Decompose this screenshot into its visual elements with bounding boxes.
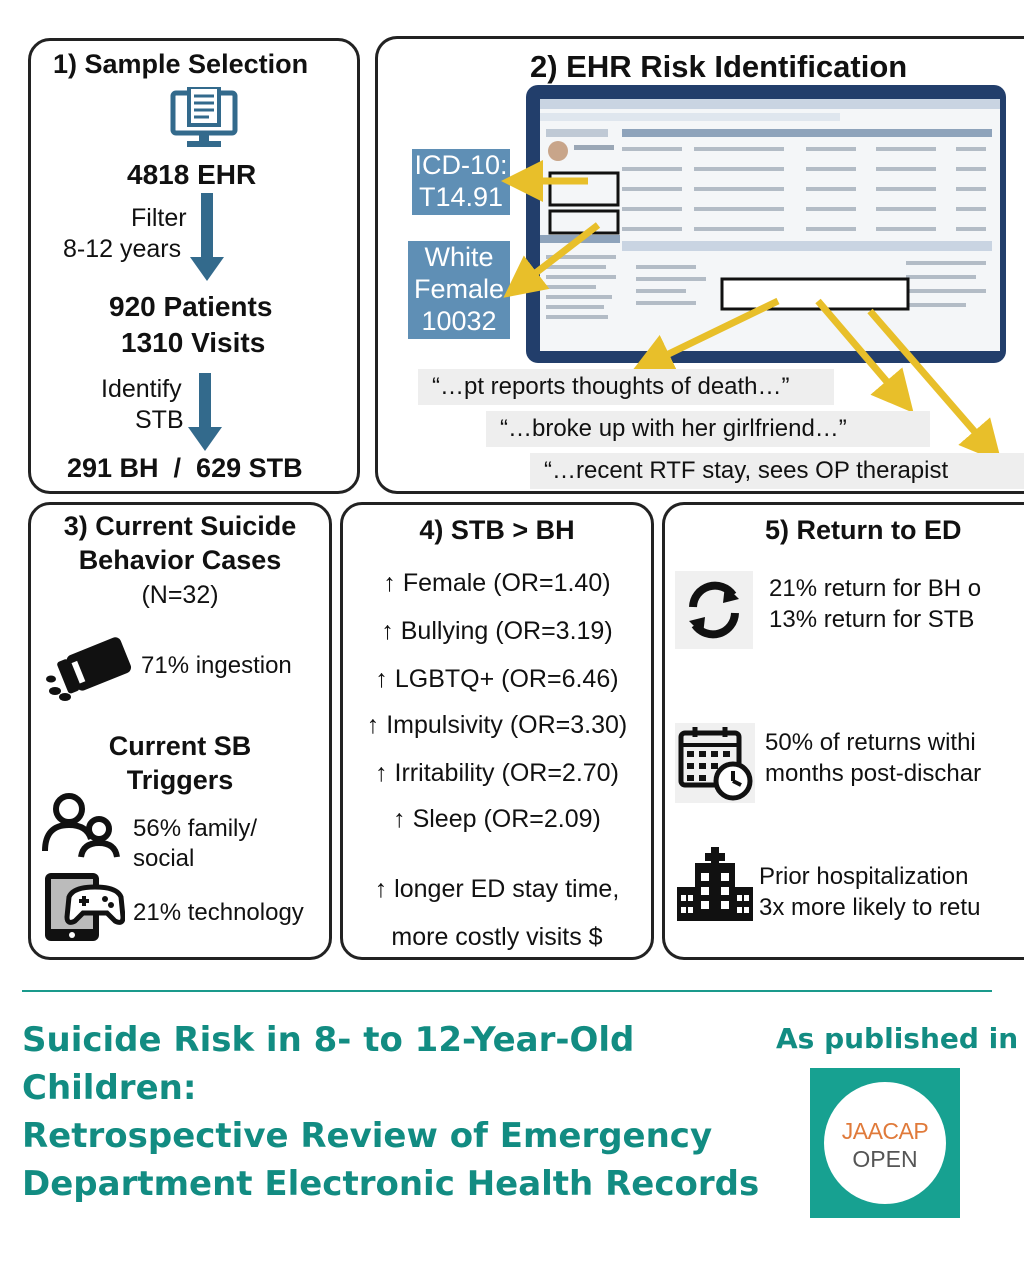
ingestion-stat: 71% ingestion bbox=[141, 652, 292, 679]
published-label: As published in bbox=[776, 1022, 1019, 1055]
logo-text: OPEN bbox=[852, 1146, 918, 1172]
panel-title: 1) Sample Selection bbox=[53, 49, 309, 79]
panel-sample-selection bbox=[28, 38, 360, 494]
return-timing: months post-dischar bbox=[765, 760, 982, 787]
hospital-icon bbox=[675, 847, 755, 928]
zip-value: 10032 bbox=[421, 306, 497, 336]
panel-title: 2) EHR Risk Identification bbox=[530, 49, 908, 84]
panel-title: 4) STB > BH bbox=[419, 515, 575, 545]
triggers-heading: Triggers bbox=[126, 765, 234, 795]
family-stat-2: social bbox=[133, 845, 195, 872]
title-line: Suicide Risk in 8- to 12-Year-Old Children: bbox=[22, 1020, 635, 1108]
prior-hospitalization: Prior hospitalization bbox=[759, 863, 969, 890]
race-value: White bbox=[424, 242, 494, 272]
jaacap-open-logo bbox=[810, 1068, 960, 1218]
panel-stb-vs-bh bbox=[340, 502, 654, 960]
return-rate: 13% return for STB bbox=[769, 606, 975, 633]
refresh-icon bbox=[675, 571, 753, 654]
panel-title: 5) Return to ED bbox=[765, 515, 962, 545]
visits-count: 1310 Visits bbox=[121, 327, 266, 358]
ehr-quote: “…broke up with her girlfriend…” bbox=[486, 411, 930, 447]
odds-item: ↑ Sleep (OR=2.09) bbox=[393, 805, 601, 833]
article-title bbox=[22, 1016, 762, 1208]
case-count: (N=32) bbox=[141, 581, 219, 609]
ed-stay-note: ↑ longer ED stay time, bbox=[374, 875, 620, 903]
calendar-clock-icon bbox=[675, 723, 755, 808]
family-stat: 56% family/ bbox=[133, 815, 258, 842]
arrow-down-icon bbox=[199, 373, 211, 429]
patients-count: 920 Patients bbox=[109, 291, 273, 322]
prior-hospitalization: 3x more likely to retu bbox=[759, 894, 981, 921]
pill-bottle-icon bbox=[43, 635, 135, 708]
panel-title: 3) Current Suicide bbox=[63, 511, 297, 541]
odds-item: ↑ Irritability (OR=2.70) bbox=[375, 759, 619, 787]
logo-text: JAACAP bbox=[841, 1118, 929, 1144]
odds-item: ↑ Female (OR=1.40) bbox=[383, 569, 611, 597]
filter-age: 8-12 years bbox=[63, 235, 182, 263]
ehr-count: 4818 EHR bbox=[127, 159, 257, 190]
ehr-quote: “…recent RTF stay, sees OP therapist bbox=[530, 453, 1024, 489]
icd-value: T14.91 bbox=[418, 182, 504, 212]
return-rate: 21% return for BH o bbox=[769, 575, 982, 602]
triggers-heading: Current SB bbox=[108, 731, 252, 761]
divider bbox=[22, 990, 992, 992]
title-line: Department Electronic Health Records bbox=[22, 1164, 760, 1204]
odds-item: ↑ LGBTQ+ (OR=6.46) bbox=[375, 665, 619, 693]
identify-stb: STB bbox=[135, 406, 184, 434]
computer-document-icon bbox=[169, 87, 239, 154]
panel-current-cases bbox=[28, 502, 332, 960]
odds-item: ↑ Bullying (OR=3.19) bbox=[381, 617, 613, 645]
split-result: 291 BH / 629 STB bbox=[67, 453, 303, 483]
technology-stat: 21% technology bbox=[133, 899, 304, 926]
sex-value: Female bbox=[413, 274, 505, 304]
ehr-quote: “…pt reports thoughts of death…” bbox=[418, 369, 834, 405]
title-line: Retrospective Review of Emergency bbox=[22, 1116, 713, 1156]
panel-title: Behavior Cases bbox=[78, 545, 282, 575]
panel-ehr-risk bbox=[375, 36, 1024, 494]
arrow-down-icon bbox=[201, 193, 213, 259]
identify-label: Identify bbox=[101, 375, 182, 403]
people-icon bbox=[41, 791, 121, 866]
panel-return-ed bbox=[662, 502, 1024, 960]
icd-label: ICD-10: bbox=[414, 150, 508, 180]
odds-item: ↑ Impulsivity (OR=3.30) bbox=[366, 711, 628, 739]
filter-label: Filter bbox=[131, 204, 187, 232]
tablet-gamepad-icon bbox=[43, 871, 125, 948]
ed-cost-note: more costly visits $ bbox=[391, 923, 603, 951]
return-timing: 50% of returns withi bbox=[765, 729, 976, 756]
